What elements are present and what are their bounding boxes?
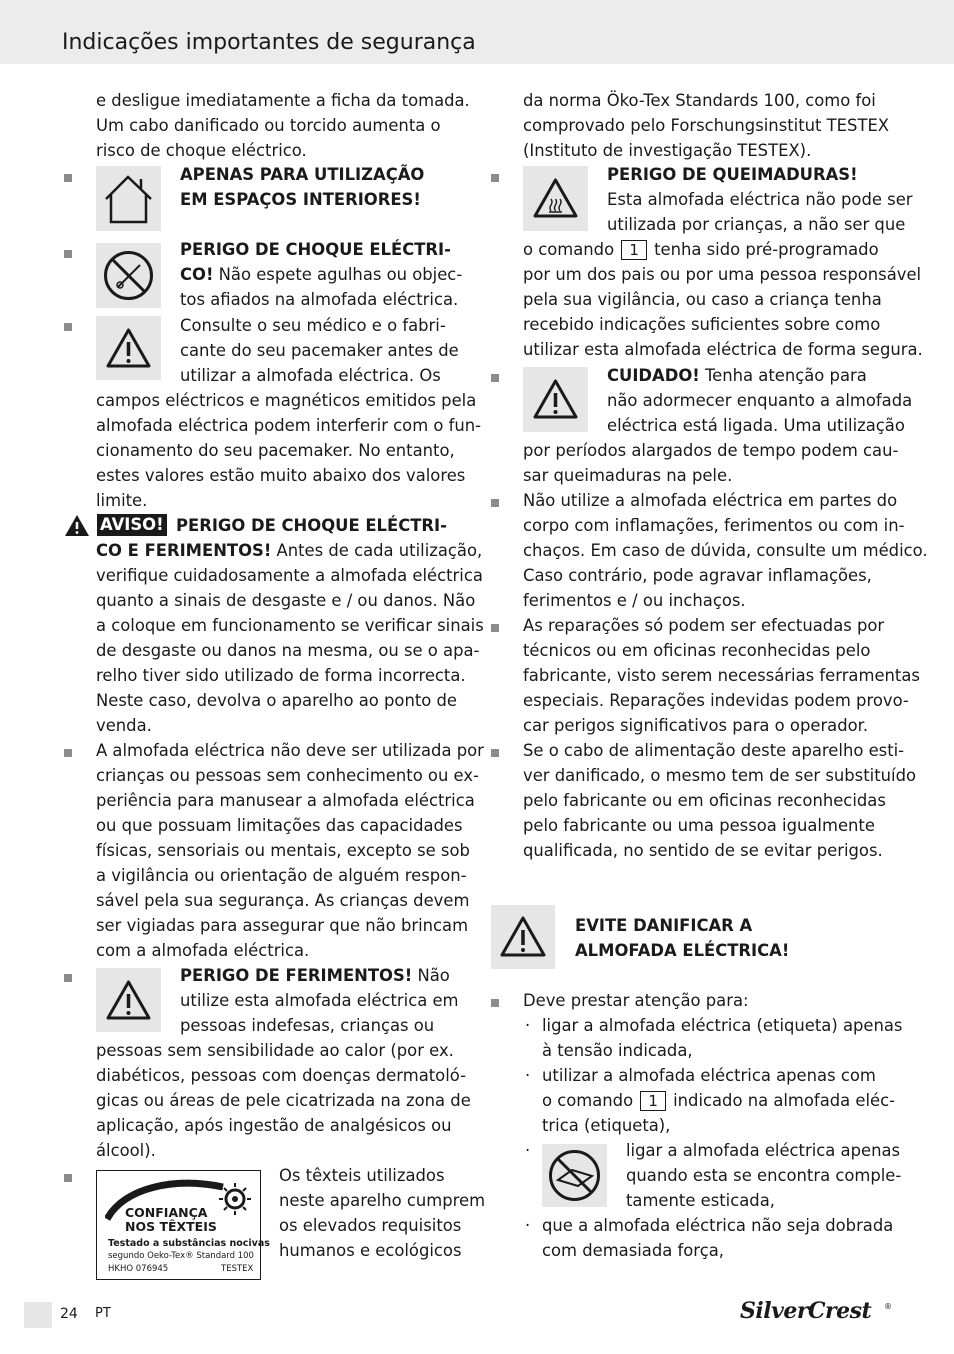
warning-icon <box>96 968 161 1032</box>
oeko-tex-lab: TESTEX <box>221 1264 254 1274</box>
text-line: Deve prestar atenção para: <box>523 991 749 1010</box>
list-dot: · <box>525 1016 531 1035</box>
text-line: cante do seu pacemaker antes de <box>180 341 459 360</box>
text-line: da norma Öko-Tex Standards 100, como foi <box>523 91 876 110</box>
text-line: por um dos pais ou por uma pessoa responsável <box>523 265 922 284</box>
text-line: Se o cabo de alimentação deste aparelho esti- <box>523 741 905 760</box>
bullet-marker <box>491 499 499 507</box>
hot-surface-icon <box>523 166 588 231</box>
text-line: comprovado pelo Forschungsinstitut TESTEX <box>523 116 890 135</box>
text-line: ferimentos e / ou inchaços. <box>523 591 746 610</box>
text-line: trica (etiqueta), <box>542 1116 671 1135</box>
text-line: álcool). <box>96 1141 156 1160</box>
text-line: por períodos alargados de tempo podem cau- <box>523 441 899 460</box>
warning-icon <box>96 316 161 380</box>
text-line: As reparações só podem ser efectuadas por <box>523 616 885 635</box>
bullet-marker <box>64 1174 72 1182</box>
text-line: ser vigiadas para assegurar que não brincam <box>96 916 469 935</box>
text-line: relho tiver sido utilizado de forma incorrecta. <box>96 666 466 685</box>
text-line: almofada eléctrica podem interferir com o fun- <box>96 416 482 435</box>
text-line: neste aparelho cumprem <box>279 1191 486 1210</box>
text-line: chaços. Em caso de dúvida, consulte um médico. <box>523 541 928 560</box>
heading-careful: CUIDADO! <box>607 366 700 385</box>
warning-icon <box>64 514 90 537</box>
text-line: ver danificado, o mesmo tem de ser substituído <box>523 766 916 785</box>
oeko-tex-line: CONFIANÇA <box>125 1205 208 1220</box>
bullet-marker <box>491 749 499 757</box>
heading-indoor: APENAS PARA UTILIZAÇÃO <box>180 165 425 184</box>
oeko-tex-label <box>96 1170 270 1280</box>
text-line: tenha sido pré-programado <box>654 240 879 259</box>
no-needles-icon <box>96 243 161 308</box>
text-line: os elevados requisitos <box>279 1216 462 1235</box>
bullet-marker <box>491 999 499 1007</box>
page-number: 24 <box>60 1306 78 1322</box>
text-line: que a almofada eléctrica não seja dobrada <box>542 1216 894 1235</box>
text-line: cionamento do seu pacemaker. No entanto, <box>96 441 455 460</box>
text-line: sar queimaduras na pele. <box>523 466 733 485</box>
text-line: aplicação, após ingestão de analgésicos ou <box>96 1116 452 1135</box>
text-line: de desgaste ou danos na mesma, ou se o apa- <box>96 641 480 660</box>
aviso-label: AVISO! <box>97 514 167 536</box>
heading-aviso: PERIGO DE CHOQUE ELÉCTRI- <box>176 516 447 535</box>
text-line: sável pela sua segurança. As crianças devem <box>96 891 470 910</box>
bullet-marker <box>64 323 72 331</box>
ref-number-box: 1 <box>640 1091 666 1111</box>
text-line: Um cabo danificado ou torcido aumenta o <box>96 116 441 135</box>
ref-number-box: 1 <box>621 240 647 260</box>
heading-indoor: EM ESPAÇOS INTERIORES! <box>180 190 421 209</box>
text-line: ligar a almofada eléctrica (etiqueta) apenas <box>542 1016 903 1035</box>
text-line: com demasiada força, <box>542 1241 724 1260</box>
text-line: pessoas sem sensibilidade ao calor (por ex. <box>96 1041 454 1060</box>
text-line: utilize esta almofada eléctrica em <box>180 991 459 1010</box>
heading-injuries: PERIGO DE FERIMENTOS! <box>180 966 413 985</box>
list-dot: · <box>525 1216 531 1235</box>
text-line: gicas ou áreas de pele cicatrizada na zona de <box>96 1091 471 1110</box>
text-line: Caso contrário, pode agravar inflamações, <box>523 566 872 585</box>
text-line: Os têxteis utilizados <box>279 1166 445 1185</box>
text-line: corpo com inflamações, ferimentos ou com in- <box>523 516 905 535</box>
brand-logo: SilverCrest <box>740 1298 872 1324</box>
text-line: ou que possuam limitações das capacidades <box>96 816 463 835</box>
text-line: estes valores estão muito abaixo dos valores <box>96 466 466 485</box>
oeko-tex-line: NOS TÊXTEIS <box>125 1219 217 1234</box>
text-line: (Instituto de investigação TESTEX). <box>523 141 812 160</box>
footer-marker <box>24 1302 52 1328</box>
warning-icon <box>491 905 555 969</box>
house-icon <box>96 166 161 231</box>
text-line: técnicos ou em oficinas reconhecidas pelo <box>523 641 871 660</box>
bullet-marker <box>491 624 499 632</box>
text-line: eléctrica está ligada. Uma utilização <box>607 416 905 435</box>
text-line: verifique cuidadosamente a almofada eléctrica <box>96 566 483 585</box>
warning-icon <box>523 367 588 432</box>
text-line: utilizar a almofada eléctrica. Os <box>180 366 441 385</box>
text-line: não adormecer enquanto a almofada <box>607 391 913 410</box>
heading-avoid-damage: ALMOFADA ELÉCTRICA! <box>575 941 790 960</box>
text-line: Antes de cada utilização, <box>271 541 483 560</box>
text-line: Neste caso, devolva o aparelho ao ponto de <box>96 691 458 710</box>
list-dot: · <box>525 1141 531 1160</box>
text-line: fabricante, visto serem necessárias ferramentas <box>523 666 920 685</box>
text-line: periência para manusear a almofada eléctrica <box>96 791 475 810</box>
text-line: campos eléctricos e magnéticos emitidos pela <box>96 391 477 410</box>
oeko-tex-line: segundo Oeko-Tex® Standard 100 <box>108 1251 254 1261</box>
text-line: Não espete agulhas ou objec- <box>213 265 463 284</box>
heading-aviso: CO E FERIMENTOS! <box>96 541 272 560</box>
list-dot: · <box>525 1066 531 1085</box>
heading-shock: PERIGO DE CHOQUE ELÉCTRI- <box>180 240 451 259</box>
text-line: tamente esticada, <box>626 1191 775 1210</box>
text-line: tos afiados na almofada eléctrica. <box>180 290 459 309</box>
text-line: Consulte o seu médico e o fabri- <box>180 316 446 335</box>
text-line: pelo fabricante ou em oficinas reconhecidas <box>523 791 886 810</box>
text-line: indicado na almofada eléc- <box>673 1091 896 1110</box>
text-line: pelo fabricante ou uma pessoa igualmente <box>523 816 875 835</box>
text-line: físicas, sensoriais ou mentais, excepto se sob <box>96 841 470 860</box>
language-code: PT <box>95 1306 111 1321</box>
text-line: Não <box>412 966 450 985</box>
heading-avoid-damage: EVITE DANIFICAR A <box>575 916 753 935</box>
text-line: e desligue imediatamente a ficha da tomada. <box>96 91 470 110</box>
bullet-marker <box>491 174 499 182</box>
text-line: humanos e ecológicos <box>279 1241 462 1260</box>
text-line: Tenha atenção para <box>699 366 867 385</box>
text-line: pessoas indefesas, crianças ou <box>180 1016 435 1035</box>
text-line: o comando <box>542 1091 634 1110</box>
text-line: a coloque em funcionamento se verificar sinais <box>96 616 484 635</box>
text-line: quanto a sinais de desgaste e / ou danos. Não <box>96 591 476 610</box>
bullet-marker <box>64 174 72 182</box>
text-line: com a almofada eléctrica. <box>96 941 310 960</box>
text-line: pela sua vigilância, ou caso a criança tenha <box>523 290 882 309</box>
text-line: utilizar a almofada eléctrica apenas com <box>542 1066 876 1085</box>
text-line: risco de choque eléctrico. <box>96 141 307 160</box>
no-folding-icon <box>542 1144 607 1207</box>
text-line: especiais. Reparações indevidas podem provo- <box>523 691 909 710</box>
brand-trademark: ® <box>884 1302 892 1311</box>
oeko-tex-code: HKHO 076945 <box>108 1264 169 1274</box>
oeko-tex-line: Testado a substâncias nocivas <box>108 1238 270 1249</box>
bullet-marker <box>64 250 72 258</box>
bullet-marker <box>64 974 72 982</box>
text-line: venda. <box>96 716 152 735</box>
text-line: diabéticos, pessoas com doenças dermatoló- <box>96 1066 466 1085</box>
heading-burns: PERIGO DE QUEIMADURAS! <box>607 165 858 184</box>
text-line: Esta almofada eléctrica não pode ser <box>607 190 913 209</box>
text-line: à tensão indicada, <box>542 1041 693 1060</box>
text-line: utilizada por crianças, a não ser que <box>607 215 906 234</box>
text-line: a vigilância ou orientação de alguém respon- <box>96 866 467 885</box>
text-line: recebido indicações suficientes sobre como <box>523 315 881 334</box>
text-line: car perigos significativos para o operador. <box>523 716 869 735</box>
heading-shock: CO! <box>180 265 214 284</box>
text-line: limite. <box>96 491 148 510</box>
text-line: qualificada, no sentido de se evitar perigos. <box>523 841 883 860</box>
bullet-marker <box>64 749 72 757</box>
text-line: crianças ou pessoas sem conhecimento ou ex- <box>96 766 479 785</box>
text-line: quando esta se encontra comple- <box>626 1166 902 1185</box>
text-line: utilizar esta almofada eléctrica de forma segura. <box>523 340 923 359</box>
text-line: o comando <box>523 240 615 259</box>
page-title: Indicações importantes de segurança <box>62 30 476 55</box>
bullet-marker <box>491 374 499 382</box>
text-line: Não utilize a almofada eléctrica em partes do <box>523 491 898 510</box>
text-line: A almofada eléctrica não deve ser utilizada por <box>96 741 484 760</box>
text-line: ligar a almofada eléctrica apenas <box>626 1141 901 1160</box>
